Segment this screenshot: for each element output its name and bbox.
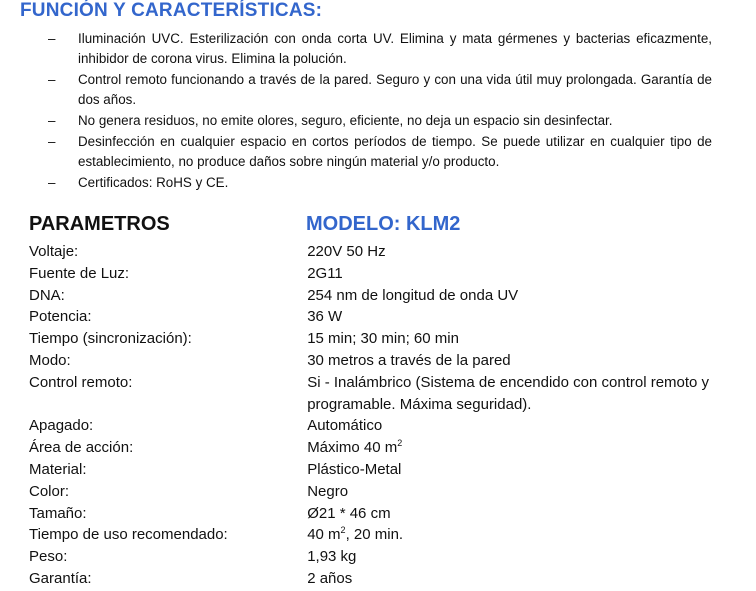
table-row [29,524,729,546]
param-label: Peso: [29,548,68,566]
feature-text: Iluminación UVC. Esterilización con onda corta UV. Elimina y mata gérmenes y bacterias eficazmente, inhibidor de corona virus. Elimina la polución. [78,31,712,66]
param-value: 15 min; 30 min; 60 min [307,330,459,348]
bullet-dash: – [48,134,56,149]
feature-item [48,132,712,172]
table-row [29,263,729,285]
bullet-dash: – [48,72,56,87]
param-label: Área de acción: [29,439,134,457]
table-row [29,415,729,437]
table-row [29,285,729,307]
param-label: Potencia: [29,308,92,326]
feature-text: No genera residuos, no emite olores, seguro, eficiente, no deja un espacio sin desinfectar. [78,113,613,128]
table-row [29,481,729,503]
feature-item [48,29,712,69]
table-row [29,306,729,328]
table-row [29,241,729,263]
param-label: DNA: [29,286,65,304]
feature-text: Control remoto funcionando a través de la pared. Seguro y con una vida útil muy prolongada. Garantía de dos años. [78,72,712,107]
params-table [29,241,729,590]
superscript: 2 [340,525,346,536]
param-label: Control remoto: [29,373,133,391]
param-value: Ø21 * 46 cm [307,504,391,522]
param-value: Negro [307,482,349,500]
param-value-cell [307,524,729,546]
model-heading: MODELO: KLM2 [306,213,461,235]
table-row [29,372,729,416]
param-label: Tamaño: [29,504,87,522]
param-value: 36 W [307,308,343,326]
bullet-dash: – [48,31,56,46]
param-label: Apagado: [29,417,94,435]
feature-text: Certificados: RoHS y CE. [78,175,229,190]
superscript: 2 [397,438,403,449]
param-value: Máximo 40 m [307,439,398,457]
param-label: Modo: [29,351,71,369]
table-row [29,503,729,525]
feature-item [48,173,712,193]
param-value: 220V 50 Hz [307,243,386,260]
param-label: Tiempo de uso recomendado: [29,526,228,544]
param-label: Material: [29,460,87,478]
param-value-suffix: , 20 min. [345,526,404,544]
table-row [29,328,729,350]
table-row [29,437,729,459]
feature-item [48,111,712,131]
param-value-cell [307,437,729,459]
params-heading: PARAMETROS [29,213,170,235]
table-row [29,568,729,590]
param-value: 30 metros a través de la pared [307,351,511,369]
table-row [29,459,729,481]
param-value: 2G11 [307,264,343,282]
param-label: Tiempo (sincronización): [29,330,192,348]
feature-item [48,70,712,110]
param-label: Voltaje: [29,243,79,260]
feature-text: Desinfección en cualquier espacio en cortos períodos de tiempo. Se puede utilizar en cualquier tipo de establecimiento, no produce daños sobre ningún material y/o producto. [78,134,712,169]
param-value: Plástico-Metal [307,460,402,478]
features-list [48,29,712,194]
param-value: 40 m [307,526,341,544]
param-value: Automático [307,417,383,435]
param-value: 1,93 kg [307,548,357,566]
param-value: 254 nm de longitud de onda UV [307,286,519,304]
table-row [29,350,729,372]
param-value: Si - Inalámbrico (Sistema de encendido con control remoto y programable. Máxima seguridad). [307,373,710,413]
bullet-dash: – [48,113,56,128]
param-label: Fuente de Luz: [29,264,130,282]
bullet-dash: – [48,175,56,190]
param-value: 2 años [307,569,353,587]
param-label: Color: [29,482,70,500]
features-heading: FUNCIÓN Y CARACTERÍSTICAS: [20,0,323,21]
table-row [29,546,729,568]
param-label: Garantía: [29,569,92,587]
